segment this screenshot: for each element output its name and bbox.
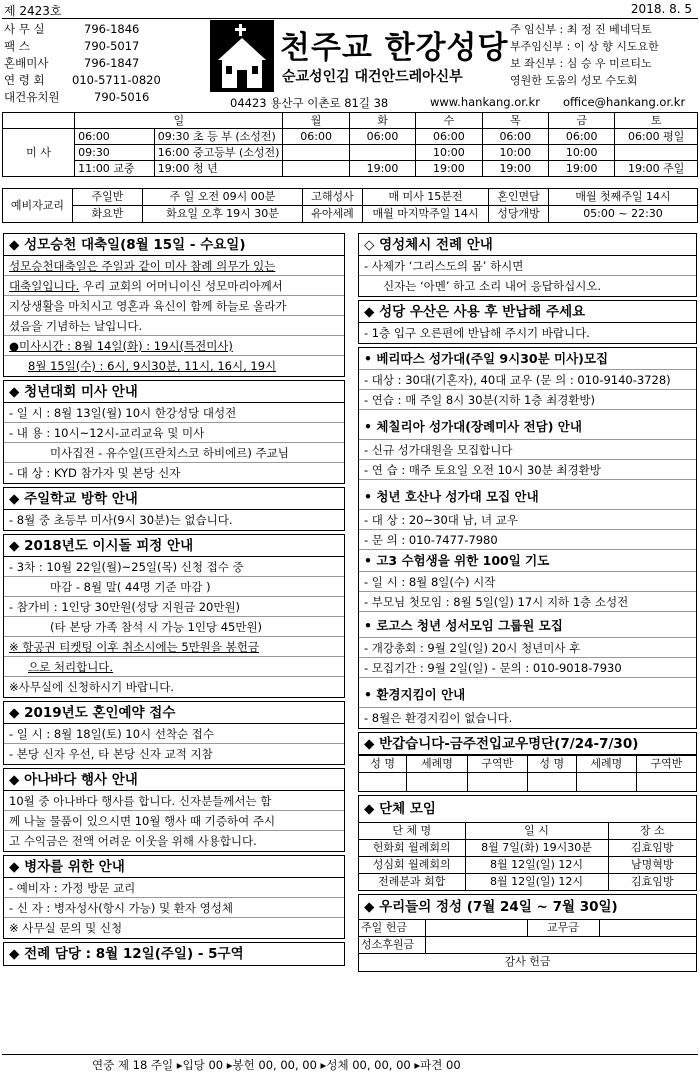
sick-section — [3, 855, 345, 939]
mass-cell: 06:00 — [416, 129, 482, 145]
offering-row — [359, 954, 696, 971]
text-line: - 8월은 환경지킴이 없습니다. — [364, 711, 513, 725]
mass-cell — [283, 161, 349, 177]
choir-title: • 환경지킴이 안내 — [359, 678, 696, 708]
section-title: ◆ 성당 우산은 사용 후 반납해 주세요 — [359, 301, 696, 323]
services-label: 예비자교리 — [3, 189, 73, 223]
left-column — [3, 233, 345, 966]
text-line: - 대상 : 30대(기혼자), 40대 교우 (문 의 : 010-9140-3728) — [359, 370, 696, 390]
contact-office: 사 무 실 796-1846 — [4, 22, 140, 36]
text-line: - 부모님 첫모임 : 8월 5일(일) 17시 지하 1층 소성전 — [359, 592, 696, 612]
text-line: - 일 시 : 8월 13일(월) 10시 한강성당 대성전 — [4, 403, 344, 423]
text-line: 성모승천대축일은 주일과 같이 미사 참례 의무가 있는 — [4, 256, 344, 276]
choir-title: • 로고스 청년 성서모임 그룹원 모집 — [359, 612, 696, 638]
offering-value — [425, 937, 696, 954]
welcome-col: 구역반 — [467, 756, 527, 773]
mass-cell: 16:00 중고등부 (소성전) — [154, 145, 283, 161]
mass-row — [3, 161, 698, 177]
text-line: 10월 중 아나바다 행사를 합니다. 신자분들께서는 함 — [4, 791, 344, 811]
groups-section — [358, 795, 697, 892]
section-title: ◆ 반갑습니다-금주전입교우명단(7/24-7/30) — [359, 733, 696, 755]
text-line: - 모집기간 : 9월 2일(일) - 문의 : 010-9018-7930 — [359, 658, 696, 678]
church-subtitle: 순교성인김 대건안드레아신부 — [282, 69, 463, 85]
group-cell: 8월 7일(화) 19시30분 — [465, 839, 608, 856]
choir-title: • 체칠리아 성가대(장례미사 전담) 안내 — [359, 410, 696, 440]
header-rule — [2, 18, 698, 19]
text-line: - 내 용 : 10시~12시-교리교육 및 미사 — [4, 423, 344, 443]
text-line: - 일 시 : 8월 18일(토) 10시 선착순 접수 — [4, 724, 344, 744]
day-fri: 금 — [548, 113, 614, 129]
offering-value — [599, 920, 696, 937]
mass-cell: 10:00 — [416, 145, 482, 161]
choir-title: • 베리따스 성가대(주일 9시30분 미사)모집 — [359, 348, 696, 370]
text-line: 고 수익금은 전액 어려운 이웃을 위해 사용합니다. — [9, 834, 257, 848]
mass-row — [3, 129, 698, 145]
section-title: ◆ 청년대회 미사 안내 — [4, 381, 344, 403]
mass-corner — [3, 113, 75, 129]
mass-cell: 19:00 — [349, 161, 415, 177]
section-title: ◆ 주일학교 방학 안내 — [4, 488, 344, 510]
clergy-assistant: 보 좌신부 : 심 승 우 미르티노 — [510, 57, 652, 70]
assumption-section — [3, 233, 345, 377]
retreat-section — [3, 534, 345, 698]
group-cell: 8월 12일(일) 12시 — [465, 873, 608, 890]
services-row — [3, 189, 698, 206]
right-column — [358, 233, 697, 972]
text-line: - 8월 중 초등부 미사(9시 30분)는 없습니다. — [9, 513, 233, 527]
offering-value — [425, 920, 527, 937]
church-email[interactable]: office@hankang.or.kr — [563, 95, 686, 109]
clergy-pastor: 주 임신부 : 최 정 진 베네딕토 — [510, 23, 652, 36]
welcome-col: 성 명 — [359, 756, 407, 773]
day-sat: 토 — [615, 113, 698, 129]
clergy-list — [510, 21, 700, 89]
text-line: ※ 사무실 문의 및 신청 — [9, 921, 123, 935]
groups-row — [359, 839, 696, 856]
text-line: - 문 의 : 010-7477-7980 — [359, 530, 696, 550]
clergy-order: 영원한 도움의 성모 수도회 — [510, 74, 638, 87]
clergy-associate: 부주임신부 : 이 상 향 시도요한 — [510, 40, 659, 53]
offering-label: 성소후원금 — [359, 937, 425, 954]
text-line: - 대 상 : 20~30대 남, 녀 교우 — [359, 510, 696, 530]
contact-funeral: 연 령 회 010-5711-0820 — [4, 73, 161, 87]
service-cell: 화요반 — [73, 206, 143, 223]
service-cell: 05:00 ~ 22:30 — [549, 206, 698, 223]
communion-section — [358, 233, 697, 297]
welcome-col: 구역반 — [636, 756, 696, 773]
offering-label: 주일 헌금 — [359, 920, 425, 937]
mass-cell: 06:00 — [349, 129, 415, 145]
offering-section — [358, 894, 697, 972]
section-title: ◆ 아나바다 행사 안내 — [4, 769, 344, 791]
church-name: 천주교 한강성당 — [280, 30, 509, 66]
group-cell: 헌화회 월례회의 — [359, 839, 465, 856]
mass-cell: 09:30 — [75, 145, 155, 161]
mass-cell — [283, 145, 349, 161]
mass-row — [3, 145, 698, 161]
text-line: 대축일입니다. 우리 교회의 어머니이신 성모마리아께서 — [4, 276, 344, 296]
anabada-section — [3, 768, 345, 852]
text-line: 께 나눌 물품이 있으시면 10월 행사 때 기증하여 주시 — [4, 811, 344, 831]
mass-cell: 19:00 — [416, 161, 482, 177]
mass-days-row — [3, 113, 698, 129]
services-row — [3, 206, 698, 223]
text-line: 으로 처리합니다. — [4, 657, 344, 677]
contact-wedding: 혼배미사 796-1847 — [4, 56, 140, 70]
church-logo-icon — [210, 20, 274, 92]
text-line: - 신 자 : 병자성사(항시 가능) 및 환자 영성체 — [4, 898, 344, 918]
welcome-col: 세례명 — [407, 756, 467, 773]
group-cell: 성심회 월례회의 — [359, 856, 465, 873]
welcome-table — [359, 755, 696, 791]
group-cell: 김효임방 — [608, 839, 696, 856]
text-line: - 예비자 : 가정 방문 교리 — [4, 878, 344, 898]
text-line: - 일 시 : 8월 8일(수) 시작 — [359, 572, 696, 592]
section-title: ◆ 2019년도 혼인예약 접수 — [4, 702, 344, 724]
service-cell: 혼인면담 — [489, 189, 549, 206]
choir-title: • 청년 호산나 성가대 모집 안내 — [359, 480, 696, 510]
choir-title: • 고3 수험생을 위한 100일 기도 — [359, 550, 696, 572]
mass-cell: 10:00 — [482, 145, 548, 161]
mass-cell — [615, 145, 698, 161]
groups-table — [359, 822, 696, 891]
mass-cell: 19:00 주일 — [615, 161, 698, 177]
day-thu: 목 — [482, 113, 548, 129]
duty-section — [3, 942, 345, 966]
group-cell: 남명혁방 — [608, 856, 696, 873]
group-cell: 김효임방 — [608, 873, 696, 890]
text-line: - 3차 : 10월 22일(월)~25일(목) 신청 접수 중 — [4, 557, 344, 577]
mass-cell — [349, 145, 415, 161]
text-line: - 연 습 : 매주 토요일 오전 10시 30분 최경환방 — [359, 460, 696, 480]
text-line: - 대 상 : KYD 참가자 및 본당 신자 — [9, 466, 181, 480]
day-tue: 화 — [349, 113, 415, 129]
day-wed: 수 — [416, 113, 482, 129]
text-line: - 참가비 : 1인당 30만원(성당 지원금 20만원) — [4, 597, 344, 617]
text-line: 지상생활을 마치시고 영혼과 육신이 함께 하늘로 올라가 — [4, 296, 344, 316]
mass-cell: 11:00 교중 — [75, 161, 155, 177]
mass-cell: 19:00 청 년 — [154, 161, 283, 177]
text-line: 셨음을 기념하는 날입니다. — [4, 316, 344, 336]
offering-label: 감사 헌금 — [359, 954, 696, 971]
mass-cell: 10:00 — [548, 145, 614, 161]
text-line: - 본당 신자 우선, 타 본당 신자 교적 지참 — [9, 747, 213, 761]
text-line: ●미사시간 : 8월 14일(화) : 19시(특전미사) — [4, 336, 344, 356]
issue-date: 2018. 8. 5 — [630, 2, 692, 16]
text-line: 신자는 ‘아멘’ 하고 소리 내어 응답하십시오. — [383, 279, 602, 293]
text-line: 8월 15일(수) : 6시, 9시30분, 11시, 16시, 19시 — [28, 359, 277, 373]
mass-cell: 06:00 — [482, 129, 548, 145]
groups-row — [359, 873, 696, 890]
groups-header-row — [359, 822, 696, 839]
text-line: ※사무실에 신청하시기 바랍니다. — [9, 680, 175, 694]
marriage-section — [3, 701, 345, 765]
church-website[interactable]: www.hankang.or.kr — [430, 95, 540, 109]
groups-col: 단 체 명 — [359, 822, 465, 839]
group-cell: 전례분과 회합 — [359, 873, 465, 890]
services-table — [2, 188, 698, 223]
contact-fax: 팩 스 790-5017 — [4, 39, 140, 53]
day-mon: 월 — [283, 113, 349, 129]
text-line: - 개강총회 : 9월 2일(일) 20시 청년미사 후 — [359, 638, 696, 658]
choirs-section — [358, 347, 697, 729]
day-sun: 일 — [75, 113, 283, 129]
welcome-col: 세례명 — [576, 756, 636, 773]
groups-row — [359, 856, 696, 873]
contact-list — [4, 21, 204, 106]
text-line: - 연습 : 매 주일 8시 30분(지하 1층 최경환방) — [359, 390, 696, 410]
welcome-header-row — [359, 756, 696, 773]
mass-cell: 19:00 — [482, 161, 548, 177]
mass-schedule-table — [2, 112, 698, 177]
service-cell: 유아세례 — [303, 206, 363, 223]
liturgy-footer: 연중 제 18 주일 ▸입당 00 ▸봉헌 00, 00, 00 ▸성체 00, 00, 00 ▸파견 00 — [92, 1058, 461, 1072]
text-line: (타 본당 가족 참석 시 가능 1인당 45만원) — [4, 617, 344, 637]
contact-kindergarten: 대건유치원 790-5016 — [4, 90, 150, 104]
service-cell: 매 미사 15분전 — [363, 189, 489, 206]
footer-rule — [2, 1054, 698, 1055]
service-cell: 고해성사 — [303, 189, 363, 206]
section-title: ◆ 병자를 위한 안내 — [4, 856, 344, 878]
welcome-col: 성 명 — [527, 756, 576, 773]
section-title: ◆ 우리들의 정성 (7월 24일 ~ 7월 30일) — [364, 899, 618, 915]
service-cell: 주일반 — [73, 189, 143, 206]
group-cell: 8월 12일(일) 12시 — [465, 856, 608, 873]
mass-cell: 09:30 초 등 부 (소성전) — [154, 129, 283, 145]
umbrella-section — [358, 300, 697, 344]
mass-cell: 06:00 — [75, 129, 155, 145]
section-title: ◆ 단체 모임 — [364, 800, 436, 817]
service-cell: 화요일 오후 19시 30분 — [143, 206, 303, 223]
church-address: 04423 용산구 이촌로 81길 38 — [230, 96, 389, 110]
service-cell: 매월 마지막주일 14시 — [363, 206, 489, 223]
service-cell: 성당개방 — [489, 206, 549, 223]
offering-row — [359, 920, 696, 937]
groups-col: 일 시 — [465, 822, 608, 839]
section-title: ◆ 2018년도 이시돌 피정 안내 — [4, 535, 344, 557]
section-title: ◇ 영성체시 전례 안내 — [359, 234, 696, 256]
text-line: - 사제가 ‘그리스도의 몸’ 하시면 — [359, 256, 696, 276]
text-line: - 신규 성가대원을 모집합니다 — [359, 440, 696, 460]
offering-label: 교무금 — [527, 920, 599, 937]
mass-label: 미 사 — [3, 129, 75, 177]
text-line: - 1층 입구 오른편에 반납해 주시기 바랍니다. — [364, 326, 590, 340]
mass-cell: 06:00 — [283, 129, 349, 145]
text-line: 미사집전 - 유수일(프란치스코 하비에르) 주교님 — [4, 443, 344, 463]
mass-cell: 06:00 평일 — [615, 129, 698, 145]
service-cell: 매월 첫째주일 14시 — [549, 189, 698, 206]
sunday-school-section — [3, 487, 345, 531]
offering-row — [359, 937, 696, 954]
groups-col: 장 소 — [608, 822, 696, 839]
section-title: ◆ 성모승천 대축일(8월 15일 - 수요일) — [4, 234, 344, 256]
mass-cell: 19:00 — [548, 161, 614, 177]
text-line: 마감 - 8월 말( 44명 기준 마감 ) — [4, 577, 344, 597]
offering-table — [359, 919, 696, 971]
welcome-section — [358, 732, 697, 792]
text-line: ※ 항공권 티켓팅 이후 취소시에는 5만원을 봉헌금 — [4, 637, 344, 657]
youth-section — [3, 380, 345, 484]
welcome-empty-row — [359, 773, 696, 791]
section-title: ◆ 전례 담당 : 8월 12일(주일) - 5구역 — [9, 946, 244, 962]
mass-cell: 06:00 — [548, 129, 614, 145]
service-cell: 주 일 오전 09시 00분 — [143, 189, 303, 206]
issue-number: 제 2423호 — [4, 4, 62, 18]
